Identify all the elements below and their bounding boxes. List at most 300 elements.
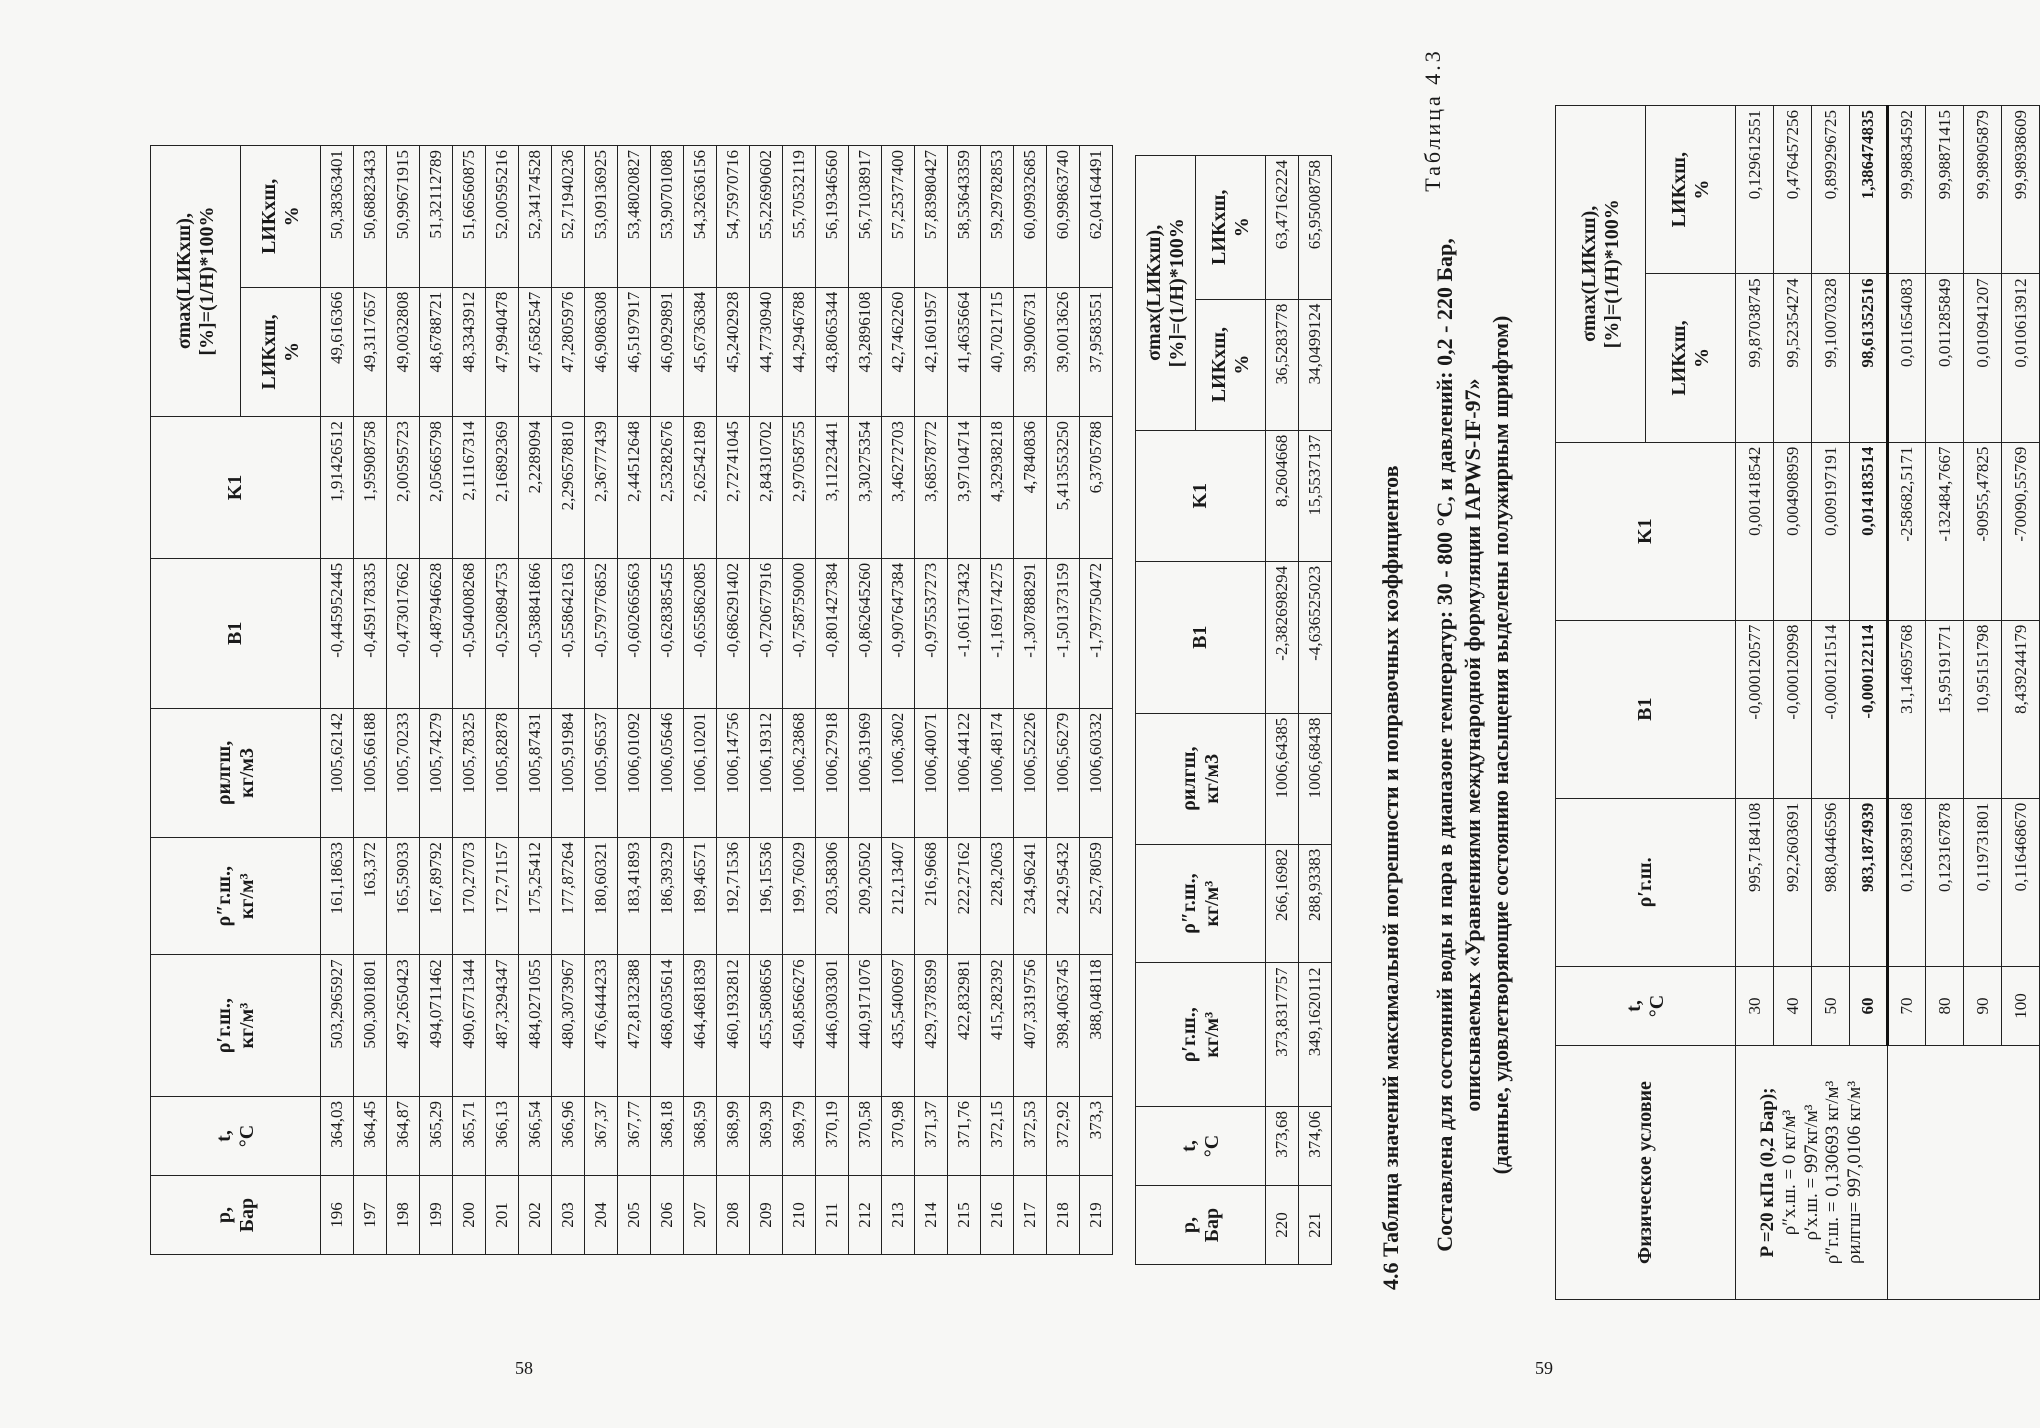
table-cell: 99,87038745 [1736, 274, 1774, 442]
table-cell: 1006,68438 [1299, 713, 1332, 844]
table-cell: 1006,23868 [783, 708, 816, 837]
table-cell: 218 [1047, 1176, 1080, 1255]
table-cell: 1006,3602 [882, 708, 915, 837]
table-cell: 52,34174528 [519, 146, 552, 288]
col-header-b1-main: B1 [1556, 620, 1736, 798]
table-cell: 58,53643359 [948, 146, 981, 288]
table-cell: 1005,82878 [486, 708, 519, 837]
table-cell: 364,03 [321, 1097, 354, 1176]
table-row [519, 146, 552, 1255]
table-cell: 1005,96537 [585, 708, 618, 837]
table-cell: 1005,78325 [453, 708, 486, 837]
table-cell: 472,8132388 [618, 955, 651, 1097]
table-cell: 222,27162 [948, 838, 981, 955]
table-cell: 186,39329 [651, 838, 684, 955]
table-cell: 370,19 [816, 1097, 849, 1176]
table-cell: 1006,27918 [816, 708, 849, 837]
table-cell: 2,36777439 [585, 417, 618, 559]
table-row [552, 146, 585, 1255]
table-cell: 57,25377400 [882, 146, 915, 288]
table-cell: 2,84310702 [750, 417, 783, 559]
table-4-3-rotated [1555, 105, 2040, 1300]
table-cell: 0,010941207 [1964, 274, 2002, 442]
table-cell: 45,2402928 [717, 287, 750, 416]
table-cell: 0,129612551 [1736, 106, 1774, 274]
table-cell: 180,60321 [585, 838, 618, 955]
table-cell: 1006,05646 [651, 708, 684, 837]
table-cell: 99,98905879 [1964, 106, 2002, 274]
table-cell: 500,3001801 [354, 955, 387, 1097]
table-row [1736, 106, 1774, 1300]
table-cell: 175,25412 [519, 838, 552, 955]
table-cell: 4,7840836 [1014, 417, 1047, 559]
table-cell: 51,66560875 [453, 146, 486, 288]
table-cell: 371,76 [948, 1097, 981, 1176]
table-cell: 39,0013626 [1047, 287, 1080, 416]
table-cell: 100 [2002, 967, 2040, 1046]
table-cell: 368,18 [651, 1097, 684, 1176]
table-cell: 50 [1812, 967, 1850, 1046]
table-row [486, 146, 519, 1255]
condition-line: ρилгш= 997,0106 кг/м³ [1844, 1080, 1866, 1265]
table-cell: 163,372 [354, 838, 387, 955]
table-cell: 415,282392 [981, 955, 1014, 1097]
table-cell: 80 [1926, 967, 1964, 1046]
col-header-condition: Физическое условие [1556, 1046, 1736, 1300]
table-cell: 1006,64385 [1266, 713, 1299, 844]
col-header-rho-prime-2: ρ′г.ш., кг/м³ [1136, 963, 1266, 1107]
table-cell: 0,126839168 [1888, 798, 1926, 966]
table-row [816, 146, 849, 1255]
table-cell: 99,98871415 [1926, 106, 1964, 274]
continuation-table [1135, 155, 1332, 1265]
table-cell: -0,862645260 [849, 558, 882, 708]
table-cell: -0,758759000 [783, 558, 816, 708]
table-cell: 372,92 [1047, 1097, 1080, 1176]
table-cell: 216 [981, 1176, 1014, 1255]
col-header-rho-il-2: ρилгш, кг/м3 [1136, 713, 1266, 844]
table-cell: 0,899296725 [1812, 106, 1850, 274]
table-cell: 205 [618, 1176, 651, 1255]
table-cell: -0,445952445 [321, 558, 354, 708]
table-cell: 15,95191771 [1926, 620, 1964, 798]
table-cell: 2,296578810 [552, 417, 585, 559]
table-cell: 56,71038917 [849, 146, 882, 288]
table-cell: 367,77 [618, 1097, 651, 1176]
table-cell: -1,307888291 [1014, 558, 1047, 708]
table-cell: 0,119731801 [1964, 798, 2002, 966]
table-cell: 213 [882, 1176, 915, 1255]
table-row [453, 146, 486, 1255]
table-cell: 373,8317757 [1266, 963, 1299, 1107]
table-cell: 48,3343912 [453, 287, 486, 416]
table-cell: 373,68 [1266, 1107, 1299, 1186]
table-cell: 0,010613912 [2002, 274, 2040, 442]
table-cell: 70 [1888, 967, 1926, 1046]
table-cell: 15,5537137 [1299, 430, 1332, 561]
table-cell: -0,907647384 [882, 558, 915, 708]
table-cell: 219 [1080, 1176, 1113, 1255]
table-cell: 1005,91984 [552, 708, 585, 837]
table-cell: 183,41893 [618, 838, 651, 955]
table-cell: 60,09932685 [1014, 146, 1047, 288]
table-4-3-body [1736, 106, 2040, 1300]
table-cell: 60 [1850, 967, 1888, 1046]
condition-line: ρ′х.ш. = 997кг/м³ [1800, 1104, 1822, 1241]
table-cell: 54,75970716 [717, 146, 750, 288]
col-header-sigma: σmax(LИКхш), [%]=(1/H)*100% [151, 146, 241, 417]
table-cell: 370,98 [882, 1097, 915, 1176]
table-cell: 34,0499124 [1299, 299, 1332, 430]
table-row [387, 146, 420, 1255]
table-cell: 2,62542189 [684, 417, 717, 559]
table-cell: 0,011654083 [1888, 274, 1926, 442]
table-cell: 199 [420, 1176, 453, 1255]
table-cell: 203,58306 [816, 838, 849, 955]
right-continuation-rotated [1135, 155, 1332, 1265]
table-cell: -2,382698294 [1266, 561, 1299, 713]
table-cell: 1006,44122 [948, 708, 981, 837]
left-table-rotated [150, 145, 1113, 1255]
col-header-b1-2: B1 [1136, 561, 1266, 713]
table-cell: 44,7730940 [750, 287, 783, 416]
table-cell: 446,0303301 [816, 955, 849, 1097]
table-cell: 3,11223441 [816, 417, 849, 559]
condition-line: ρ″г.ш. = 0,130693 кг/м³ [1822, 1080, 1844, 1265]
table-cell: 207 [684, 1176, 717, 1255]
table-cell: 165,59033 [387, 838, 420, 955]
table-cell: 49,616366 [321, 287, 354, 416]
table-cell: 3,68578772 [915, 417, 948, 559]
table-cell: 368,99 [717, 1097, 750, 1176]
table-cell: 196,15536 [750, 838, 783, 955]
left-table-body [321, 146, 1113, 1255]
table-cell: 5,413553250 [1047, 417, 1080, 559]
table-cell: 202 [519, 1176, 552, 1255]
table-cell: 0,476457256 [1774, 106, 1812, 274]
table-row [684, 146, 717, 1255]
table-cell: 99,52354274 [1774, 274, 1812, 442]
col-header-l1: LИКхш, % [241, 287, 321, 416]
table-cell: 55,70532119 [783, 146, 816, 288]
table-cell: 199,76029 [783, 838, 816, 955]
table-cell: 372,53 [1014, 1097, 1047, 1176]
table-cell: 487,3294347 [486, 955, 519, 1097]
table-cell: 1005,74279 [420, 708, 453, 837]
table-cell: 372,15 [981, 1097, 1014, 1176]
table-cell: 220 [1266, 1186, 1299, 1265]
col-header-rho-prime: ρ′г.ш., кг/м³ [151, 955, 321, 1097]
table-cell: 370,58 [849, 1097, 882, 1176]
table-cell: 242,95432 [1047, 838, 1080, 955]
table-cell: 215 [948, 1176, 981, 1255]
table-cell: 53,09136925 [585, 146, 618, 288]
col-header-l1-2: LИКхш, % [1196, 299, 1266, 430]
section-heading: 4.6 Таблица значений максимальной погрешности и поправочных коэффициентов [1378, 465, 1403, 1290]
col-header-t-main: t, °C [1556, 967, 1736, 1046]
table-cell: 2,44512648 [618, 417, 651, 559]
table-cell: 988,0446596 [1812, 798, 1850, 966]
table-cell: 217 [1014, 1176, 1047, 1255]
table-cell: 983,1874939 [1850, 798, 1888, 966]
table-cell: 200 [453, 1176, 486, 1255]
table-cell: 53,48020827 [618, 146, 651, 288]
table-cell: 3,97104714 [948, 417, 981, 559]
table-cell: 189,46571 [684, 838, 717, 955]
table-cell: -0,655862085 [684, 558, 717, 708]
table-cell: 228,2063 [981, 838, 1014, 955]
table-cell: 177,87264 [552, 838, 585, 955]
table-row [750, 146, 783, 1255]
condition-line: P =20 кПа (0,2 Бар); [1756, 1087, 1778, 1258]
table-cell: 198 [387, 1176, 420, 1255]
table-cell: 435,5400697 [882, 955, 915, 1097]
table-cell: -0,801427384 [816, 558, 849, 708]
table-cell: 366,13 [486, 1097, 519, 1176]
table-row [849, 146, 882, 1255]
table-cell: -132484,7667 [1926, 442, 1964, 620]
table-cell: 57,83980427 [915, 146, 948, 288]
table-cell: 0,004908959 [1774, 442, 1812, 620]
table-cell: 1005,87431 [519, 708, 552, 837]
table-cell: 221 [1299, 1186, 1332, 1265]
table-cell: 266,16982 [1266, 844, 1299, 963]
table-cell: 8,439244179 [2002, 620, 2040, 798]
table-cell: 0,011285849 [1926, 274, 1964, 442]
condition-cell [1736, 1046, 1888, 1300]
table-cell: 476,6444233 [585, 955, 618, 1097]
table-cell: 468,6035614 [651, 955, 684, 1097]
table-cell: 52,00595216 [486, 146, 519, 288]
table-cell: 1006,48174 [981, 708, 1014, 837]
table-cell: 252,78059 [1080, 838, 1113, 955]
table-cell: 288,93383 [1299, 844, 1332, 963]
table-cell: 47,6582547 [519, 287, 552, 416]
table-cell: 464,4681839 [684, 955, 717, 1097]
col-header-l2-main: LИКхш, % [1646, 106, 1736, 274]
table-cell: 49,0032808 [387, 287, 420, 416]
table-cell: 366,54 [519, 1097, 552, 1176]
page-number-right: 59 [1535, 1358, 1553, 1378]
table-cell: 0,123167878 [1926, 798, 1964, 966]
table-cell: 368,59 [684, 1097, 717, 1176]
table-cell: 53,90701088 [651, 146, 684, 288]
table-cell: -0,000122114 [1850, 620, 1888, 798]
table-cell: -0,628385455 [651, 558, 684, 708]
table-cell: 56,19346560 [816, 146, 849, 288]
table-cell: 170,27073 [453, 838, 486, 955]
table-cell: -0,504008268 [453, 558, 486, 708]
table-cell: 90 [1964, 967, 2002, 1046]
table-cell: 210 [783, 1176, 816, 1255]
col-header-l2-2: LИКхш, % [1196, 156, 1266, 300]
table-cell: -0,520894753 [486, 558, 519, 708]
table-cell: 0,116468670 [2002, 798, 2040, 966]
table-cell: 0,014183514 [1850, 442, 1888, 620]
table-cell: 1006,40071 [915, 708, 948, 837]
table-cell: 52,71940236 [552, 146, 585, 288]
table-cell: 1005,70233 [387, 708, 420, 837]
col-header-l2: LИКхш, % [241, 146, 321, 288]
table-cell: -0,487946628 [420, 558, 453, 708]
table-cell: 1006,19312 [750, 708, 783, 837]
table-cell: -0,000120998 [1774, 620, 1812, 798]
table-cell: 4,32938218 [981, 417, 1014, 559]
table-cell: 49,3117657 [354, 287, 387, 416]
table-cell: -0,473017662 [387, 558, 420, 708]
table-cell: 98,61352516 [1850, 274, 1888, 442]
table-cell: -0,602665663 [618, 558, 651, 708]
table-cell: 1005,62142 [321, 708, 354, 837]
table-cell: 1,386474835 [1850, 106, 1888, 274]
table-label: Таблица 4.3 [1420, 48, 1445, 192]
table-cell: 60,99863740 [1047, 146, 1080, 288]
table-row [1266, 156, 1299, 1265]
table-cell: -1,061173432 [948, 558, 981, 708]
table-cell: 2,16892369 [486, 417, 519, 559]
table-cell: 398,4063745 [1047, 955, 1080, 1097]
table-4-3 [1555, 105, 2040, 1300]
table-cell: 1006,10201 [684, 708, 717, 837]
left-data-table [150, 145, 1113, 1255]
table-cell: 460,1932812 [717, 955, 750, 1097]
table-cell: 31,14695768 [1888, 620, 1926, 798]
table-cell: 50,68823433 [354, 146, 387, 288]
table-cell: 3,46272703 [882, 417, 915, 559]
table-cell: 995,7184108 [1736, 798, 1774, 966]
table-cell: 450,8566276 [783, 955, 816, 1097]
table-cell: 211 [816, 1176, 849, 1255]
table-cell: 2,97058755 [783, 417, 816, 559]
table-cell: 212,13407 [882, 838, 915, 955]
col-header-l1-main: LИКхш, % [1646, 274, 1736, 442]
table-cell: 214 [915, 1176, 948, 1255]
table-cell: 63,47162224 [1266, 156, 1299, 300]
table-cell: 480,3073967 [552, 955, 585, 1097]
table-cell: 2,05665798 [420, 417, 453, 559]
table-cell: 62,04164491 [1080, 146, 1113, 288]
table-cell: 41,4635664 [948, 287, 981, 416]
table-cell: -90955,47825 [1964, 442, 2002, 620]
table-cell: 1005,66188 [354, 708, 387, 837]
table-cell: 59,29782853 [981, 146, 1014, 288]
table-cell: 388,048118 [1080, 955, 1113, 1097]
col-header-temperature-2: t, °C [1136, 1107, 1266, 1186]
table-cell: 40,7021715 [981, 287, 1014, 416]
table-cell: 208 [717, 1176, 750, 1255]
table-cell: -258682,5171 [1888, 442, 1926, 620]
caption-line-1: Составлена для состояний воды и пара в диапазоне температур: 30 - 800 °С, и давлений: 0,2 - 220 Бар, [1432, 238, 1457, 1252]
table-cell: 490,6771344 [453, 955, 486, 1097]
table-cell: 369,79 [783, 1097, 816, 1176]
table-cell: 6,3705788 [1080, 417, 1113, 559]
table-cell: -0,686291402 [717, 558, 750, 708]
table-row [420, 146, 453, 1255]
table-cell: 1006,31969 [849, 708, 882, 837]
table-cell: 209,20502 [849, 838, 882, 955]
table-cell: 55,22690602 [750, 146, 783, 288]
table-cell: 42,1601957 [915, 287, 948, 416]
table-cell: 196 [321, 1176, 354, 1255]
col-header-temperature: t, °C [151, 1097, 321, 1176]
caption-line-2: описываемых «Уравнениями международной формуляции IAPWS-IF-97» [1460, 378, 1485, 1112]
col-header-rho-double-prime: ρ″г.ш., кг/м³ [151, 838, 321, 955]
table-cell: 99,98834592 [1888, 106, 1926, 274]
table-cell: 349,1620112 [1299, 963, 1332, 1107]
col-header-b1: B1 [151, 558, 321, 708]
table-cell: 30 [1736, 967, 1774, 1046]
table-cell: 46,0929891 [651, 287, 684, 416]
col-header-sigma-2: σmax(LИКхш), [%]=(1/H)*100% [1136, 156, 1196, 431]
table-cell: 484,0271055 [519, 955, 552, 1097]
continuation-table-body [1266, 156, 1332, 1265]
table-cell: 407,3319756 [1014, 955, 1047, 1097]
table-cell: -0,975537273 [915, 558, 948, 708]
table-cell: -0,720677916 [750, 558, 783, 708]
table-cell: 2,53282676 [651, 417, 684, 559]
table-row [321, 146, 354, 1255]
table-row [882, 146, 915, 1255]
table-cell: 1006,14756 [717, 708, 750, 837]
table-cell: 50,99671915 [387, 146, 420, 288]
table-cell: 2,11167314 [453, 417, 486, 559]
col-header-k1-main: K1 [1556, 442, 1736, 620]
table-cell: 371,37 [915, 1097, 948, 1176]
table-cell: 374,06 [1299, 1107, 1332, 1186]
table-cell: 422,832981 [948, 955, 981, 1097]
table-cell: 503,2965927 [321, 955, 354, 1097]
table-row [618, 146, 651, 1255]
table-cell: 99,98938609 [2002, 106, 2040, 274]
table-cell: 51,32112789 [420, 146, 453, 288]
table-cell: 234,96241 [1014, 838, 1047, 955]
table-cell: 48,6788721 [420, 287, 453, 416]
condition-line: ρ″х.ш. = 0 кг/м³ [1778, 1109, 1800, 1236]
table-cell: 3,30275354 [849, 417, 882, 559]
table-cell: 497,2650423 [387, 955, 420, 1097]
table-row [651, 146, 684, 1255]
table-cell: 494,0711462 [420, 955, 453, 1097]
table-row [915, 146, 948, 1255]
table-cell: 440,9171076 [849, 955, 882, 1097]
table-cell: 373,3 [1080, 1097, 1113, 1176]
table-cell: 167,89792 [420, 838, 453, 955]
table-cell: 1,91426512 [321, 417, 354, 559]
table-cell: 43,8065344 [816, 287, 849, 416]
table-cell: 1006,56279 [1047, 708, 1080, 837]
table-cell: 161,18633 [321, 838, 354, 955]
table-cell: -0,579776852 [585, 558, 618, 708]
table-row [717, 146, 750, 1255]
table-row [1888, 106, 1926, 1300]
table-cell: 216,9668 [915, 838, 948, 955]
table-cell: 365,71 [453, 1097, 486, 1176]
col-header-k1: K1 [151, 417, 321, 559]
table-cell: 40 [1774, 967, 1812, 1046]
table-cell: 203 [552, 1176, 585, 1255]
table-cell: -4,636525023 [1299, 561, 1332, 713]
table-cell: 45,6736384 [684, 287, 717, 416]
col-header-sigma-main: σmax(LИКхш), [%]=(1/H)*100% [1556, 106, 1646, 443]
table-cell: 46,9086308 [585, 287, 618, 416]
table-row [948, 146, 981, 1255]
table-cell: 0,001418542 [1736, 442, 1774, 620]
table-cell: -1,797750472 [1080, 558, 1113, 708]
table-row [1299, 156, 1332, 1265]
table-cell: 209 [750, 1176, 783, 1255]
table-cell: 47,9940478 [486, 287, 519, 416]
table-cell: 2,2289094 [519, 417, 552, 559]
